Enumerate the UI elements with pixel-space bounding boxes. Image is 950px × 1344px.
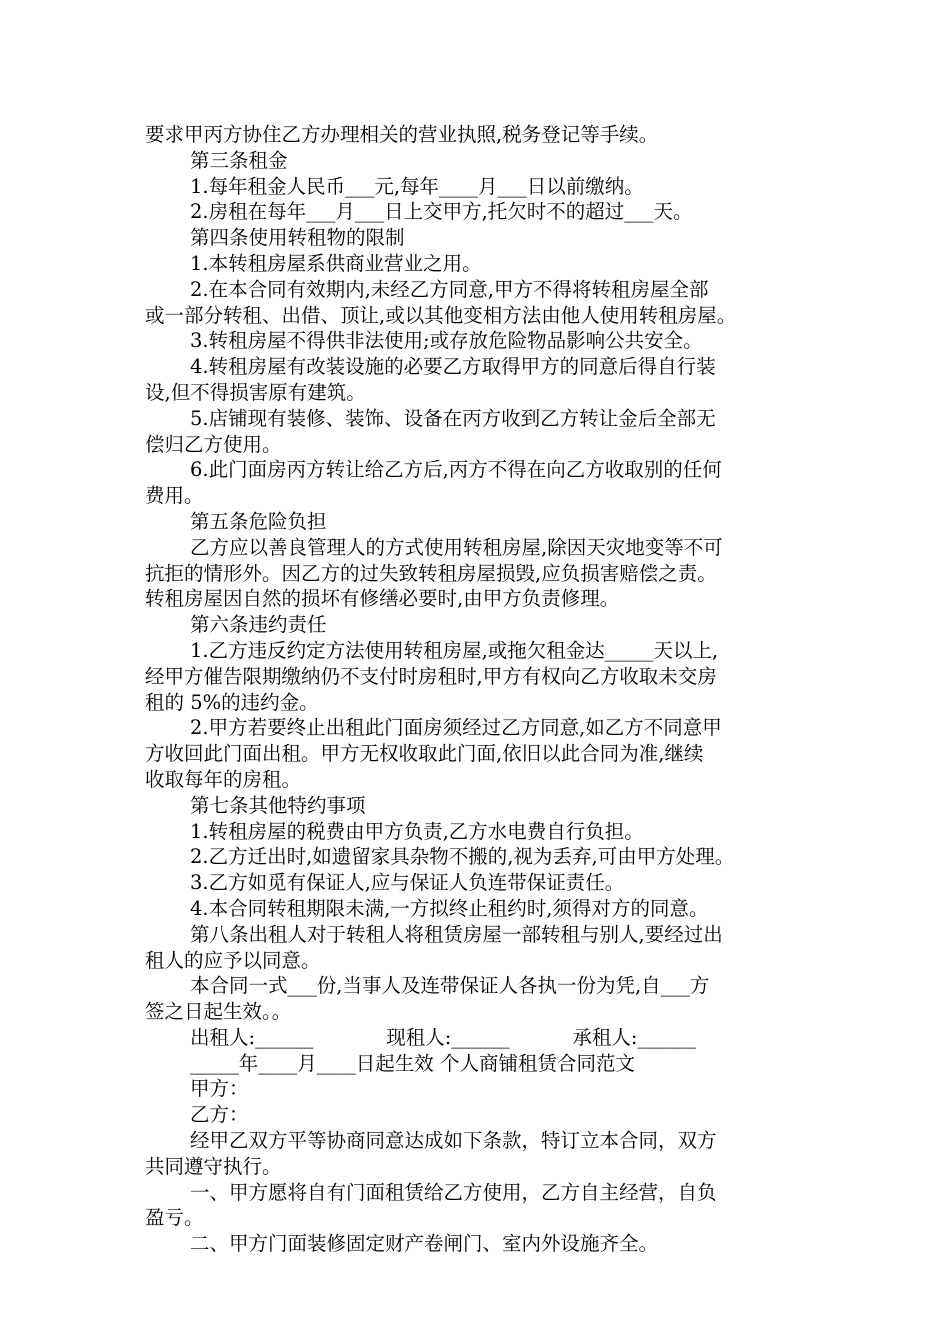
text-line: 租的 5%的违约金。 bbox=[145, 690, 319, 714]
lessor-signature: 出租人:______ bbox=[190, 1025, 314, 1049]
text-line: 偿归乙方使用。 bbox=[145, 432, 282, 456]
text-line: 抗拒的情形外。因乙方的过失致转租房屋损毁,应负损害赔偿之责。 bbox=[145, 561, 717, 585]
text-line: 乙方应以善良管理人的方式使用转租房屋,除因天灾地变等不可 bbox=[190, 535, 723, 559]
text-line: 盈亏。 bbox=[145, 1206, 204, 1230]
text-line: 第八条出租人对于转租人将租赁房屋一部转租与别人,要经过出 bbox=[190, 922, 723, 946]
text-line: 2.甲方若要终止出租此门面房须经过乙方同意,如乙方不同意甲 bbox=[190, 716, 722, 740]
contract-text-block bbox=[145, 122, 825, 1025]
text-line: 3.乙方如觅有保证人,应与保证人负连带保证责任。 bbox=[190, 871, 625, 895]
text-line: 5.店铺现有装修、装饰、设备在丙方收到乙方转让金后全部无 bbox=[190, 406, 716, 430]
text-line: 甲方： bbox=[190, 1077, 249, 1101]
text-line: 第三条租金 bbox=[190, 148, 288, 172]
text-line: 本合同一式___份,当事人及连带保证人各执一份为凭,自___方 bbox=[190, 974, 710, 998]
text-line: 6.此门面房丙方转让给乙方后,丙方不得在向乙方收取别的任何 bbox=[190, 458, 722, 482]
text-line: 二、甲方门面装修固定财产卷闸门、室内外设施齐全。 bbox=[190, 1232, 659, 1256]
current-tenant-signature: 现租人:______ bbox=[386, 1025, 510, 1049]
text-line: 3.转租房屋不得供非法使用;或存放危险物品影响公共安全。 bbox=[190, 329, 703, 353]
signature-line bbox=[145, 1025, 825, 1051]
text-line: 1.乙方违反约定方法使用转租房屋,或拖欠租金达_____天以上, bbox=[190, 638, 719, 662]
lessee-signature: 承租人:______ bbox=[572, 1025, 696, 1049]
text-line: 4.转租房屋有改装设施的必要乙方取得甲方的同意后得自行装 bbox=[190, 355, 716, 379]
text-line: 第四条使用转租物的限制 bbox=[190, 226, 405, 250]
text-line: 设,但不得损害原有建筑。 bbox=[145, 380, 366, 404]
text-line: 一、甲方愿将自有门面租赁给乙方使用，乙方自主经营，自负 bbox=[190, 1180, 717, 1204]
text-line: 或一部分转租、出借、顶让,或以其他变相方法由他人使用转租房屋。 bbox=[145, 303, 737, 327]
text-line: 转租房屋因自然的损坏有修缮必要时,由甲方负责修理。 bbox=[145, 587, 620, 611]
text-line: 方收回此门面出租。甲方无权收取此门面,依旧以此合同为准,继续 bbox=[145, 742, 704, 766]
text-line: 收取每年的房租。 bbox=[145, 767, 302, 791]
text-line: 乙方： bbox=[190, 1103, 249, 1127]
text-line: 第六条违约责任 bbox=[190, 613, 327, 637]
text-line: 2.在本合同有效期内,未经乙方同意,甲方不得将转租房屋全部 bbox=[190, 277, 709, 301]
text-line: 签之日起生效。。 bbox=[145, 1000, 292, 1024]
text-line: 第五条危险负担 bbox=[190, 509, 327, 533]
text-line: 1.转租房屋的税费由甲方负责,乙方水电费自行负担。 bbox=[190, 819, 644, 843]
text-line: 要求甲丙方协住乙方办理相关的营业执照,税务登记等手续。 bbox=[145, 123, 659, 146]
text-line: 费用。 bbox=[145, 484, 204, 508]
text-line: 共同遵守执行。 bbox=[145, 1154, 282, 1178]
text-line: 经甲方催告限期缴纳仍不支付时房租时,甲方有权向乙方收取未交房 bbox=[145, 664, 717, 688]
text-line: 租人的应予以同意。 bbox=[145, 948, 321, 972]
contract-text-block-2 bbox=[145, 1051, 825, 1257]
text-line: 第七条其他特约事项 bbox=[190, 793, 366, 817]
text-line: 1.每年租金人民币___元,每年____月___日以前缴纳。 bbox=[190, 174, 644, 198]
text-line: 1.本转租房屋系供商业营业之用。 bbox=[190, 251, 482, 275]
document-body bbox=[145, 122, 825, 1257]
text-line: 2.房租在每年___月___日上交甲方,托欠时不的超过___天。 bbox=[190, 200, 693, 224]
text-line: 4.本合同转租期限未满,一方拟终止租约时,须得对方的同意。 bbox=[190, 896, 709, 920]
text-line: 经甲乙双方平等协商同意达成如下条款，特订立本合同，双方 bbox=[190, 1129, 717, 1153]
text-line: _____年____月____日起生效 个人商铺租赁合同范文 bbox=[190, 1051, 635, 1075]
text-line: 2.乙方迁出时,如遗留家具杂物不搬的,视为丢弃,可由甲方处理。 bbox=[190, 845, 735, 869]
